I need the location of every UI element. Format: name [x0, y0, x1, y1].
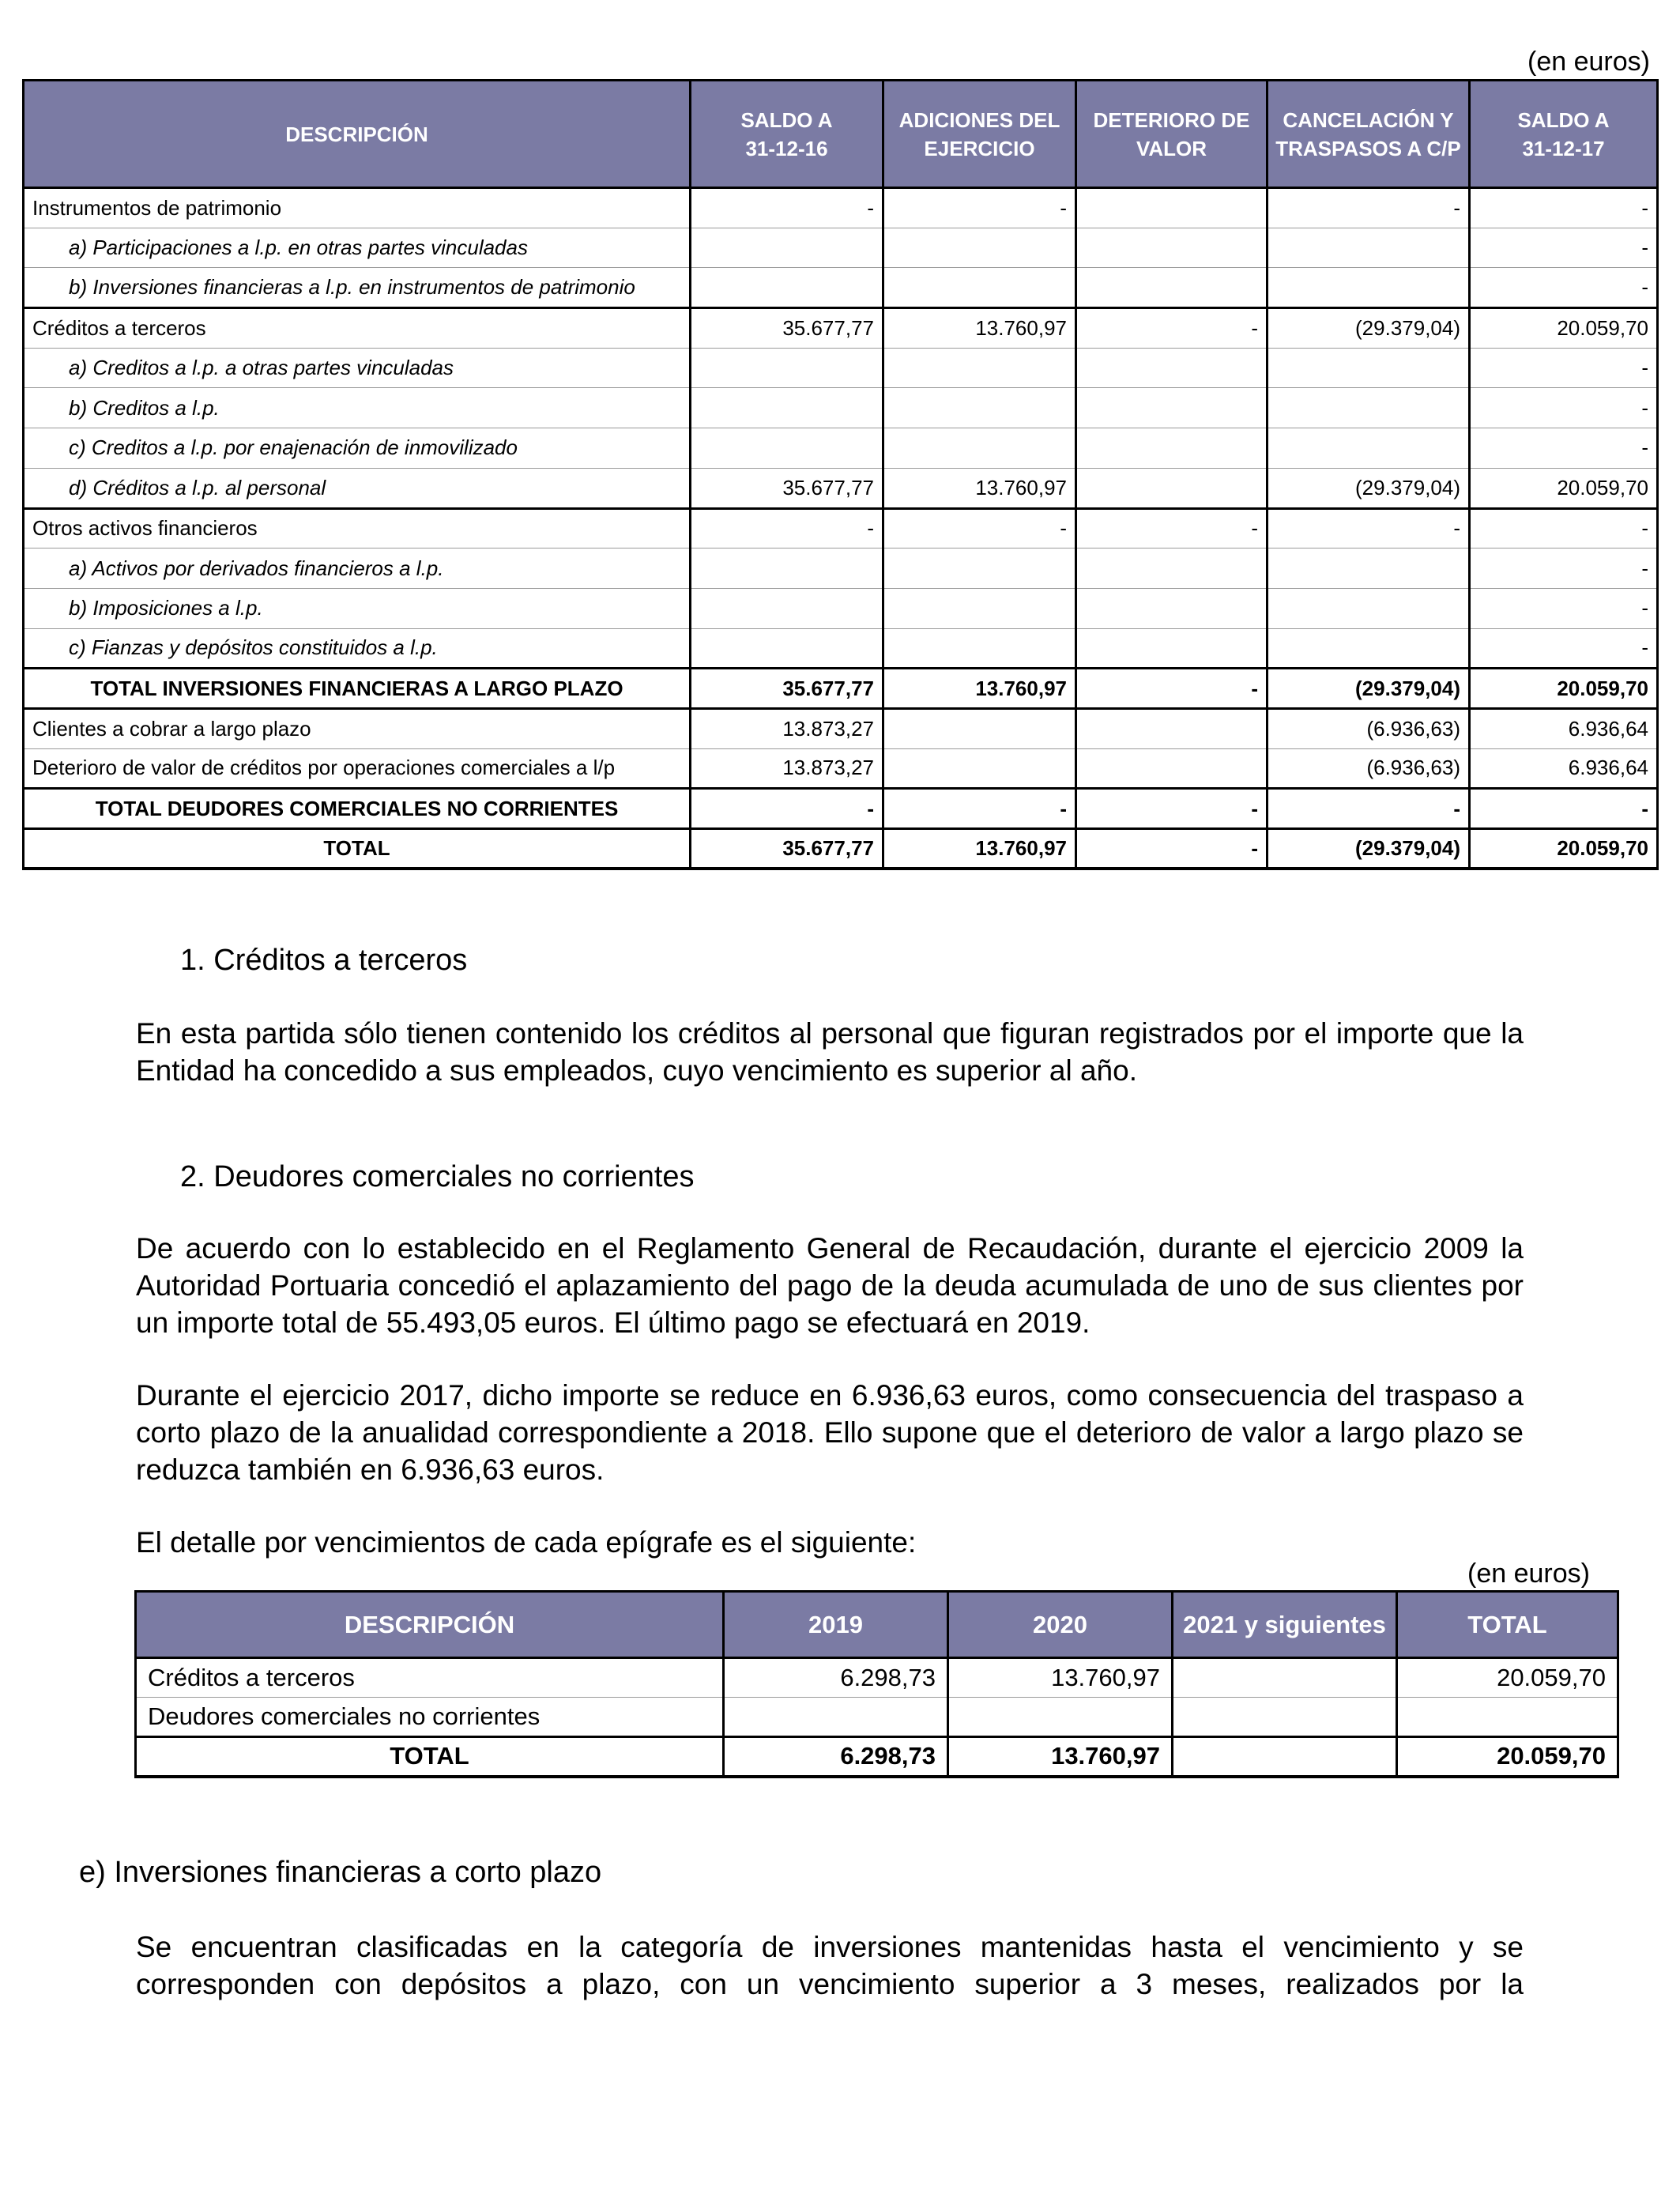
row-description: TOTAL INVERSIONES FINANCIERAS A LARGO PLAZO	[24, 669, 691, 709]
header-adiciones: ADICIONES DEL EJERCICIO	[883, 81, 1076, 188]
row-value	[691, 388, 883, 428]
row-value: -	[883, 188, 1076, 228]
section2-paragraph-3: El detalle por vencimientos de cada epígrafe es el siguiente:	[136, 1526, 917, 1559]
header-deterioro: DETERIORO DE VALOR	[1076, 81, 1268, 188]
row-value: -	[691, 508, 883, 548]
table1-row	[24, 268, 1658, 308]
row-value	[1173, 1737, 1397, 1777]
header-saldo-inicio: SALDO A 31-12-16	[691, 81, 883, 188]
row-value: -	[1470, 508, 1658, 548]
row-description: c) Fianzas y depósitos constituidos a l.p.	[24, 628, 691, 669]
row-value: -	[883, 508, 1076, 548]
section2-paragraph-1: De acuerdo con lo establecido en el Reglamento General de Recaudación, durante el ejercicio 2009 la Autoridad Portuaria concedió el aplazamiento del pago de la deuda acumulada de uno de sus clientes por un importe total de 55.493,05 euros. El último pago se efectuará en 2019.	[136, 1232, 1524, 1339]
row-value	[1076, 428, 1268, 469]
row-value: -	[1268, 508, 1470, 548]
row-value: 6.298,73	[724, 1658, 948, 1698]
table1-row	[24, 548, 1658, 589]
row-value: -	[1076, 508, 1268, 548]
row-value: 13.760,97	[948, 1658, 1173, 1698]
t2-header-2020: 2020	[948, 1592, 1173, 1658]
table1-row	[24, 468, 1658, 508]
row-value	[1076, 628, 1268, 669]
section-e-text: Se encuentran clasificadas en la categoría de inversiones mantenidas hasta el vencimiento y se corresponden con depósitos a plazo, con un vencimiento superior a 3 meses, realizados por la	[136, 1931, 1524, 2000]
row-value	[948, 1698, 1173, 1737]
header-saldo-fin: SALDO A 31-12-17	[1470, 81, 1658, 188]
row-value	[883, 628, 1076, 669]
row-value	[1076, 588, 1268, 628]
row-value: 35.677,77	[691, 829, 883, 869]
long-term-investments-table	[22, 79, 1659, 870]
table1-row	[24, 348, 1658, 388]
maturity-table	[134, 1590, 1619, 1778]
table1-row	[24, 628, 1658, 669]
t2-header-descripcion: DESCRIPCIÓN	[136, 1592, 724, 1658]
row-value: 20.059,70	[1470, 829, 1658, 869]
row-value	[883, 748, 1076, 789]
row-value: 20.059,70	[1470, 669, 1658, 709]
row-value	[1268, 548, 1470, 589]
row-value	[1076, 708, 1268, 748]
row-value: -	[691, 789, 883, 829]
row-value	[1268, 628, 1470, 669]
row-value	[1076, 468, 1268, 508]
row-value	[691, 268, 883, 308]
header-cancelacion: CANCELACIÓN Y TRASPASOS A C/P	[1268, 81, 1470, 188]
row-value: -	[1470, 548, 1658, 589]
row-value	[1397, 1698, 1618, 1737]
t2-header-2021: 2021 y siguientes	[1173, 1592, 1397, 1658]
row-value: 20.059,70	[1397, 1737, 1618, 1777]
row-value: -	[1076, 669, 1268, 709]
row-value	[883, 388, 1076, 428]
row-value	[691, 548, 883, 589]
table1-row	[24, 789, 1658, 829]
table1-row	[24, 669, 1658, 709]
row-value: -	[1470, 628, 1658, 669]
section2-paragraph-2: Durante el ejercicio 2017, dicho importe se reduce en 6.936,63 euros, como consecuencia del traspaso a corto plazo de la anualidad correspondiente a 2018. Ello supone que el deterioro de valor a largo plazo se reduzca también en 6.936,63 euros.	[136, 1379, 1524, 1486]
row-description: TOTAL	[136, 1737, 724, 1777]
row-description: a) Activos por derivados financieros a l.p.	[24, 548, 691, 589]
row-description: TOTAL DEUDORES COMERCIALES NO CORRIENTES	[24, 789, 691, 829]
row-description: b) Inversiones financieras a l.p. en instrumentos de patrimonio	[24, 268, 691, 308]
row-value	[691, 228, 883, 268]
row-value: -	[1076, 789, 1268, 829]
row-value	[1268, 428, 1470, 469]
row-description: b) Imposiciones a l.p.	[24, 588, 691, 628]
table1-row	[24, 829, 1658, 869]
table1-row	[24, 388, 1658, 428]
row-value: -	[1470, 428, 1658, 469]
table1-row	[24, 228, 1658, 268]
row-description: a) Creditos a l.p. a otras partes vinculadas	[24, 348, 691, 388]
table2-unit-note: (en euros)	[1467, 1559, 1590, 1589]
section2-title: 2. Deudores comerciales no corrientes	[180, 1160, 695, 1193]
row-description: c) Creditos a l.p. por enajenación de inmovilizado	[24, 428, 691, 469]
row-value: -	[1076, 829, 1268, 869]
row-value	[883, 428, 1076, 469]
row-description: Deterioro de valor de créditos por operaciones comerciales a l/p	[24, 748, 691, 789]
row-value: 35.677,77	[691, 308, 883, 349]
row-description: Instrumentos de patrimonio	[24, 188, 691, 228]
section1-text: En esta partida sólo tienen contenido los créditos al personal que figuran registrados por el importe que la Entidad ha concedido a sus empleados, cuyo vencimiento es superior al año.	[136, 1017, 1524, 1087]
row-value: -	[1076, 308, 1268, 349]
row-value	[1076, 748, 1268, 789]
row-value	[1268, 228, 1470, 268]
row-value	[1076, 268, 1268, 308]
row-description: TOTAL	[24, 829, 691, 869]
row-value: -	[1470, 348, 1658, 388]
row-value: -	[1470, 588, 1658, 628]
row-value: 20.059,70	[1470, 468, 1658, 508]
table2-row	[136, 1658, 1618, 1698]
row-value	[1076, 388, 1268, 428]
table2-header-row	[136, 1592, 1618, 1658]
row-value	[1173, 1658, 1397, 1698]
row-value	[1173, 1698, 1397, 1737]
row-description: Otros activos financieros	[24, 508, 691, 548]
row-description: b) Creditos a l.p.	[24, 388, 691, 428]
row-value	[1076, 228, 1268, 268]
row-value	[1076, 548, 1268, 589]
row-value: (29.379,04)	[1268, 829, 1470, 869]
row-description: Clientes a cobrar a largo plazo	[24, 708, 691, 748]
header-descripcion: DESCRIPCIÓN	[24, 81, 691, 188]
row-value	[691, 588, 883, 628]
row-value	[724, 1698, 948, 1737]
row-description: Créditos a terceros	[24, 308, 691, 349]
row-value: 35.677,77	[691, 669, 883, 709]
row-value	[883, 548, 1076, 589]
row-value: 13.873,27	[691, 748, 883, 789]
table1-row	[24, 748, 1658, 789]
t2-header-2019: 2019	[724, 1592, 948, 1658]
table1-row	[24, 508, 1658, 548]
row-value: (29.379,04)	[1268, 468, 1470, 508]
row-value: 13.760,97	[883, 669, 1076, 709]
row-description: Deudores comerciales no corrientes	[136, 1698, 724, 1737]
row-value: -	[691, 188, 883, 228]
row-value: 6.298,73	[724, 1737, 948, 1777]
table1-unit-note: (en euros)	[1527, 47, 1650, 77]
row-value	[1268, 388, 1470, 428]
table1-header-row	[24, 81, 1658, 188]
row-value	[1076, 348, 1268, 388]
section-e-title: e) Inversiones financieras a corto plazo	[79, 1856, 602, 1889]
row-value	[1076, 188, 1268, 228]
row-value	[883, 348, 1076, 388]
row-value: 13.760,97	[883, 829, 1076, 869]
row-value: 13.873,27	[691, 708, 883, 748]
row-value	[691, 428, 883, 469]
row-value	[691, 348, 883, 388]
row-value: -	[1268, 789, 1470, 829]
row-value: 13.760,97	[883, 468, 1076, 508]
row-value: -	[1268, 188, 1470, 228]
row-description: d) Créditos a l.p. al personal	[24, 468, 691, 508]
row-description: a) Participaciones a l.p. en otras partes vinculadas	[24, 228, 691, 268]
row-value: 35.677,77	[691, 468, 883, 508]
section1-title: 1. Créditos a terceros	[180, 944, 468, 977]
row-value	[883, 588, 1076, 628]
row-value: 20.059,70	[1470, 308, 1658, 349]
row-value: -	[1470, 268, 1658, 308]
row-value: (29.379,04)	[1268, 308, 1470, 349]
row-value	[1268, 348, 1470, 388]
table1-row	[24, 708, 1658, 748]
row-value: -	[1470, 188, 1658, 228]
row-value: (29.379,04)	[1268, 669, 1470, 709]
table2-row	[136, 1698, 1618, 1737]
row-value: 6.936,64	[1470, 708, 1658, 748]
table1-row	[24, 188, 1658, 228]
row-value	[1268, 268, 1470, 308]
row-value	[883, 708, 1076, 748]
row-value: 20.059,70	[1397, 1658, 1618, 1698]
table1-row	[24, 428, 1658, 469]
row-value: 13.760,97	[948, 1737, 1173, 1777]
row-value	[883, 228, 1076, 268]
row-value: -	[1470, 789, 1658, 829]
table2-row	[136, 1737, 1618, 1777]
row-value	[691, 628, 883, 669]
row-value: -	[1470, 388, 1658, 428]
row-value: 6.936,64	[1470, 748, 1658, 789]
table1-row	[24, 588, 1658, 628]
row-value: -	[883, 789, 1076, 829]
row-value: -	[1470, 228, 1658, 268]
t2-header-total: TOTAL	[1397, 1592, 1618, 1658]
row-value: 13.760,97	[883, 308, 1076, 349]
row-value	[883, 268, 1076, 308]
row-value	[1268, 588, 1470, 628]
row-value: (6.936,63)	[1268, 748, 1470, 789]
row-description: Créditos a terceros	[136, 1658, 724, 1698]
table1-row	[24, 308, 1658, 349]
row-value: (6.936,63)	[1268, 708, 1470, 748]
